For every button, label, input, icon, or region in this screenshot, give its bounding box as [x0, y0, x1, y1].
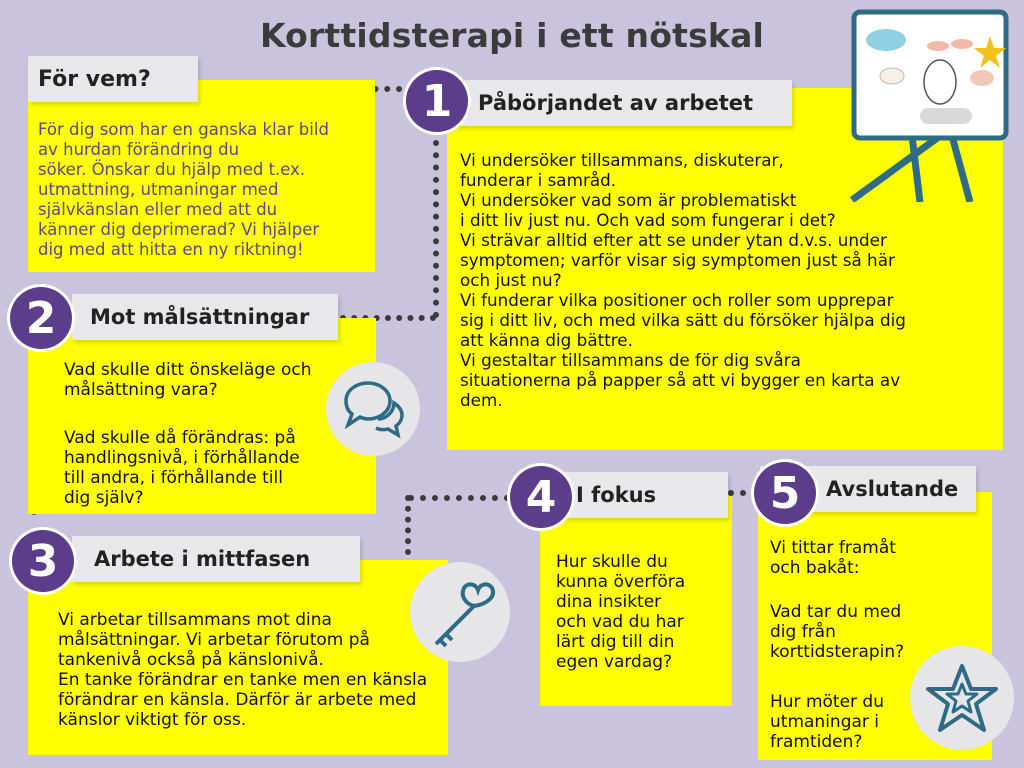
- connector-step3-step4-v: [405, 495, 411, 555]
- step5-heading: Avslutande: [826, 477, 959, 501]
- step5-body-c: Hur möter du utmaningar i framtiden?: [770, 692, 884, 752]
- step2-body-b: Vad skulle då förändras: på handlingsnivå, i förhållande till andra, i förhållande till dig själv?: [64, 428, 300, 508]
- step1-number-badge: 1: [406, 70, 468, 132]
- connector-step1-down: [433, 140, 439, 318]
- step4-heading: I fokus: [576, 483, 657, 507]
- who-heading-tab: [28, 56, 198, 102]
- step3-body: Vi arbetar tillsammans mot dina målsättningar. Vi arbetar förutom på tankenivå också på känslonivå. En tanke förändrar en tanke men en känsla förändrar en känsla. Därför är arbete med känslor viktigt för oss.: [58, 610, 428, 730]
- step2-body-a: Vad skulle ditt önskeläge och målsättning vara?: [64, 360, 312, 400]
- step4-body: Hur skulle du kunna överföra dina insikter och vad du har lärt dig till din egen vardag?: [556, 552, 686, 672]
- page-title: Korttidsterapi i ett nötskal: [259, 16, 765, 55]
- step1-body: Vi undersöker tillsammans, diskuterar, funderar i samråd. Vi undersöker vad som är problematiskt i ditt liv just nu. Och vad som fungerar i det? Vi strävar alltid efter att se under ytan d.v.s. under symptomen; varför visar sig symptomen just så här och just nu? Vi funderar vilka positioner och roller som upprepar sig i ditt liv, och med vilka sätt du försöker hjälpa dig att känna dig bättre. Vi gestaltar tillsammans de för dig svåra situationerna på papper så att vi bygger en karta av dem.: [460, 150, 906, 410]
- step2-number-badge: 2: [10, 287, 72, 349]
- step1-heading: Påbörjandet av arbetet: [478, 91, 754, 115]
- step5-number-badge: 5: [754, 462, 816, 524]
- step1-heading-tab: [440, 80, 792, 126]
- step4-number-badge: 4: [510, 466, 572, 528]
- step2-heading-tab: [72, 294, 338, 340]
- step5-body-a: Vi tittar framåt och bakåt:: [770, 538, 896, 578]
- who-body: För dig som har en ganska klar bild av hurdan förändring du söker. Önskar du hjälp med t.ex. utmattning, utmaningar med självkänslan eller med att du känner dig deprimerad? Vi hjälper dig med att hitta en ny riktning!: [38, 120, 329, 259]
- heart-key-icon: [410, 562, 510, 662]
- step5-body-b: Vad tar du med dig från korttidsterapin?: [770, 602, 905, 662]
- step3-heading: Arbete i mittfasen: [94, 547, 311, 571]
- step3-number-badge: 3: [12, 530, 74, 592]
- step2-heading: Mot målsättningar: [90, 305, 310, 329]
- easel-board-icon: [842, 6, 1012, 202]
- chat-bubbles-icon: [326, 362, 420, 456]
- step3-heading-tab: [72, 536, 360, 582]
- star-icon: [910, 646, 1014, 750]
- connector-step3-step4-h: [408, 495, 510, 501]
- who-heading: För vem?: [38, 66, 151, 92]
